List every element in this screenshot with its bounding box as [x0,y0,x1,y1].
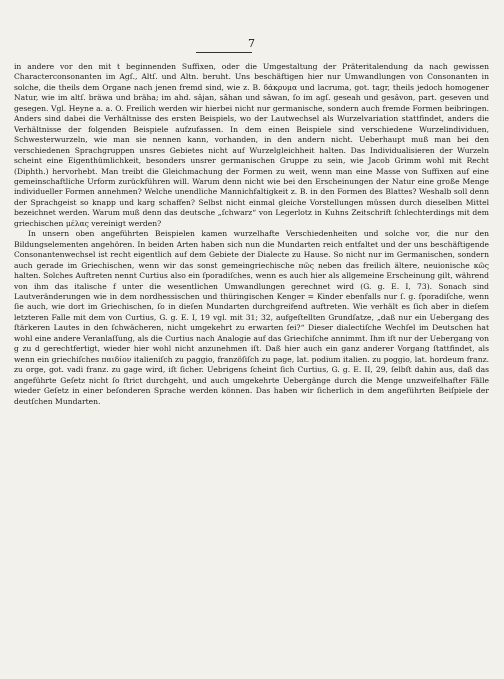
header-rule [196,52,252,53]
page-body [14,62,489,407]
paragraph-2: In unsern oben angeführten Beispielen kamen wurzelhafte Verschiedenheiten und solche vor, die nur den Bildungselementen angehören. In beiden Arten haben sich nun die Mundarten reich entfaltet und der uns beschäftigende Consonantenwechsel ist recht eigentlich auf dem Gebiete der Dialecte zu Hause. So nicht nur im Germanischen, sondern auch gerade im Griechischen, wenn wir das sonst gemeingriechische πῶς neben das freilich ältere, neuionische κῶς halten. Solches Auftreten nennt Curtius also ein ſporadiſches, wenn es auch hier als allgemeine Erscheinung gilt, während von ihm das italische f unter die wesentlichen Umwandlungen gerechnet wird (G. g. E. I, 73). Sonach sind Lautveränderungen wie in dem nordhessischen und thüringischen Kenger = Kinder ebenfalls nur ſ. g. ſporadiſche, wenn ſie auch, wie dort im Griechischen, ſo in dieſen Mundarten durchgreifend auftreten. Wie verhält es ſich aber in dieſem letzteren Falle mit dem von Curtius, G. g. E. I, 19 vgl. mit 31; 32, aufgeſtellten Grundſatze, „daß nur ein Uebergang des ſtärkeren Lautes in den ſchwächeren, nicht umgekehrt zu erwarten ſei?“ Dieser dialectiſche Wechſel im Deutschen hat wohl eine andere Veranlaſſung, als die Curtius nach Analogie auf das Griechiſche annimmt. Ihm iſt nur der Uebergang von g zu d gerechtfertigt, wieder hier wohl nicht anzunehmen iſt. Daß hier auch ein ganz anderer Vorgang ſtattfindet, als wenn ein griechiſches παιδίον italieniſch zu paggio, franzöſiſch zu page, lat. podium italien. zu poggio, lat. hordeum franz. zu orge, got. vadi franz. zu gage wird, iſt ſicher. Uebrigens ſcheint ſich Curtius, G. g. E. II, 29, ſelbſt dahin aus, daß das angeführte Geſetz nicht ſo ſtrict durchgeht, und auch umgekehrte Uebergänge durch die Menge unzweifelhafter Fälle wieder Geſetz in einer beſonderen Sprache werden können. Das haben wir ſicherlich in dem angeführten Beiſpiele der deutſchen Mundarten. [14,229,489,406]
paragraph-1: in andere vor den mit t beginnenden Suffixen, oder die Umgestaltung der Präteritalendung da nach gewissen Characterconsonanten im Agſ., Altſ. und Altn. beruht. Uns beschäftigen hier nur Umwandlungen von Consonanten in solche, die theils dem Organe nach jenen fremd sind, wie z. B. δάκρυμα und lacruma, got. tagr, theils jedoch homogener Natur, wie im altſ. bräwa und bräha; im ahd. sâjan, sâhan und sâwan, ſo im agſ. geseah und gesâvon, part. geseven und gesegen. Vgl. Heyne a. a. O. Freilich werden wir hierbei nicht nur germanische, sondern auch fremde Formen beibringen. Anders sind dabei die Verhältnisse des ersten Beispiels, wo der Lautwechsel als Wurzelvariation stattfindet, anders die Verhältnisse der folgenden Beispiele aufzufassen. In dem einen Beispiele sind verschiedene Wurzelindividuen, Schwesterwurzeln, wie man sie nennen kann, vorhanden, in den andern nicht. Ueberhaupt muß man bei den verschiedenen Sprachgruppen unsres Gebietes nicht auf Wurzelgleichheit halten. Das Individualisieren der Wurzeln scheint eine Eigenthümlichkeit, besonders unsrer germanischen Gruppe zu sein, wie Jacob Grimm wohl mit Recht (Diphth.) hervorhebt. Man treibt die Gleichmachung der Formen zu weit, wenn man eine Masse von Suffixen auf eine gemeinschaftliche Urform zurückführen will. Warum denn nicht wie bei den Erscheinungen der Natur eine große Menge individueller Formen annehmen? Welche unendliche Mannichfaltigkeit z. B. in den Formen des Blattes? Weshalb soll denn der Sprachgeist so knapp und karg schaffen? Selbst nicht einmal gleiche Vorstellungen müssen durch dieselben Mittel bezeichnet werden. Warum muß denn das deutsche „ſchwarz“ von Legerlotz in Kuhns Zeitschrift ſchlechterdings mit dem griechischen μέλας vereinigt werden? [14,62,489,228]
page-number: 7 [248,37,256,50]
